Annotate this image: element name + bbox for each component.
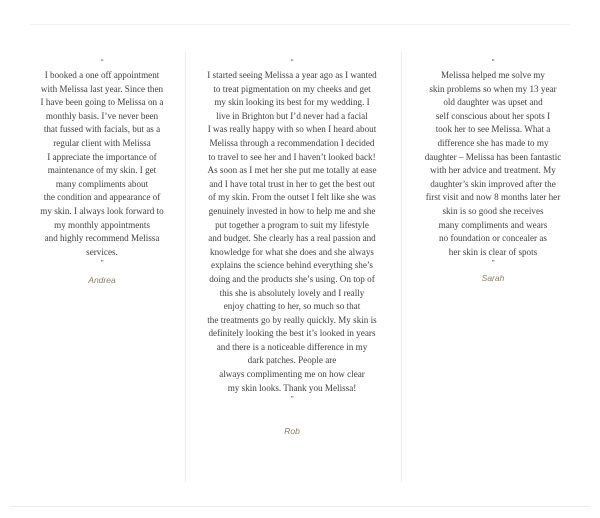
testimonial-line: regular client with Melissa xyxy=(53,137,151,148)
testimonial-line: enjoy chatting to her, so much so that xyxy=(223,301,361,312)
testimonial-text xyxy=(38,69,166,259)
bottom-divider xyxy=(10,506,590,507)
testimonial-line: dark patches. People are xyxy=(247,355,337,366)
testimonial-line: to travel to see her and I haven’t looked back! xyxy=(208,151,376,162)
close-quote-icon: ” xyxy=(290,395,294,405)
testimonial-line: monthly basis. I’ve never been xyxy=(45,110,159,121)
testimonial-line: this she is absolutely lovely and I really xyxy=(219,287,365,298)
testimonial-line: maintenance of my skin. I get xyxy=(47,165,157,176)
testimonial-line: services. xyxy=(86,246,118,257)
testimonial-line: always complimenting me on how clear xyxy=(219,369,365,380)
testimonial-line: live in Brighton but I’d never had a facial xyxy=(216,110,368,121)
testimonial-line: the treatments go by really quickly. My skin is xyxy=(207,314,377,325)
testimonial-line: her skin is clear of spots xyxy=(448,246,538,257)
close-quote-icon: ” xyxy=(100,259,104,269)
testimonial-line: I booked a one off appointment xyxy=(44,70,160,80)
testimonial-line: my skin looks. Thank you Melissa! xyxy=(227,382,357,393)
testimonial-line: many compliments about xyxy=(55,178,149,189)
testimonial-line: with Melissa last year. Since then xyxy=(40,83,164,94)
testimonial-line: daughter’s skin improved after the xyxy=(430,178,556,189)
testimonial-line: first visit and now 8 months later her xyxy=(425,192,561,203)
testimonial-line: skin problems so when my 13 year xyxy=(429,83,557,94)
testimonial-author: Sarah xyxy=(481,273,505,284)
close-quote-icon: ” xyxy=(491,259,495,269)
open-quote-icon: “ xyxy=(100,58,104,67)
testimonial-line: took her to see Melissa. What a xyxy=(435,124,551,135)
testimonial-line: with her advice and treatment. My xyxy=(430,165,556,176)
testimonial-line: I was really happy with so when I heard about xyxy=(207,124,377,135)
testimonial-line: put together a program to suit my lifestyle xyxy=(215,219,369,230)
testimonial-line: my skin. I always look forward to xyxy=(40,205,164,216)
testimonial-line: daughter – Melissa has been fantastic xyxy=(424,151,562,162)
column-divider xyxy=(401,52,402,482)
testimonial-author: Rob xyxy=(284,426,300,437)
open-quote-icon: “ xyxy=(290,58,294,67)
testimonial-line: I appreciate the importance of xyxy=(47,151,157,162)
testimonial-rob xyxy=(204,58,380,439)
testimonial-line: explains the science behind everything she’s xyxy=(211,260,373,271)
testimonial-text xyxy=(204,69,380,395)
testimonial-line: and budget. She clearly has a real passion and xyxy=(208,233,376,244)
testimonial-line: As soon as I met her she put me totally at ease xyxy=(207,165,377,176)
open-quote-icon: “ xyxy=(491,58,495,67)
testimonial-line: and there is a noticeable difference in my xyxy=(216,341,368,352)
testimonial-line: doing and the products she’s using. On top of xyxy=(209,273,375,284)
testimonial-line: and I have total trust in her to get the best out xyxy=(209,178,375,189)
testimonial-andrea xyxy=(38,58,166,288)
testimonial-line: no foundation or concealer as xyxy=(439,233,547,244)
testimonial-line: genuinely invested in how to help me and she xyxy=(208,205,376,216)
testimonial-line: and highly recommend Melissa xyxy=(44,233,160,244)
testimonial-line: the condition and appearance of xyxy=(43,192,161,203)
testimonial-line: to treat pigmentation on my cheeks and get xyxy=(213,83,371,94)
testimonial-line: skin is so good she receives xyxy=(442,205,544,216)
testimonial-text xyxy=(418,69,568,259)
testimonial-line: Melissa through a recommendation I decided xyxy=(209,137,375,148)
testimonial-line: difference she has made to my xyxy=(437,137,549,148)
testimonial-line: that fussed with facials, but as a xyxy=(43,124,161,135)
testimonial-line: I have been going to Melissa on a xyxy=(40,97,164,108)
testimonial-line: my monthly appointments xyxy=(54,219,150,230)
testimonial-line: many compliments and wears xyxy=(438,219,548,230)
testimonial-line: Melissa helped me solve my xyxy=(441,70,545,80)
testimonial-line: definitely looking the best it’s looked in years xyxy=(208,328,376,339)
testimonial-line: self conscious about her spots I xyxy=(435,110,551,121)
testimonial-line: old daughter was upset and xyxy=(443,97,543,108)
testimonial-sarah xyxy=(418,58,568,286)
testimonial-line: I started seeing Melissa a year ago as I wanted xyxy=(207,70,377,80)
testimonial-author: Andrea xyxy=(88,275,116,286)
top-divider xyxy=(30,24,570,25)
column-divider xyxy=(185,52,186,482)
testimonial-line: my skin looking its best for my wedding. I xyxy=(214,97,370,108)
testimonial-line: of my skin. From the outset I felt like she was xyxy=(208,192,376,203)
testimonial-line: knowledge for what she does and she always xyxy=(210,246,374,257)
